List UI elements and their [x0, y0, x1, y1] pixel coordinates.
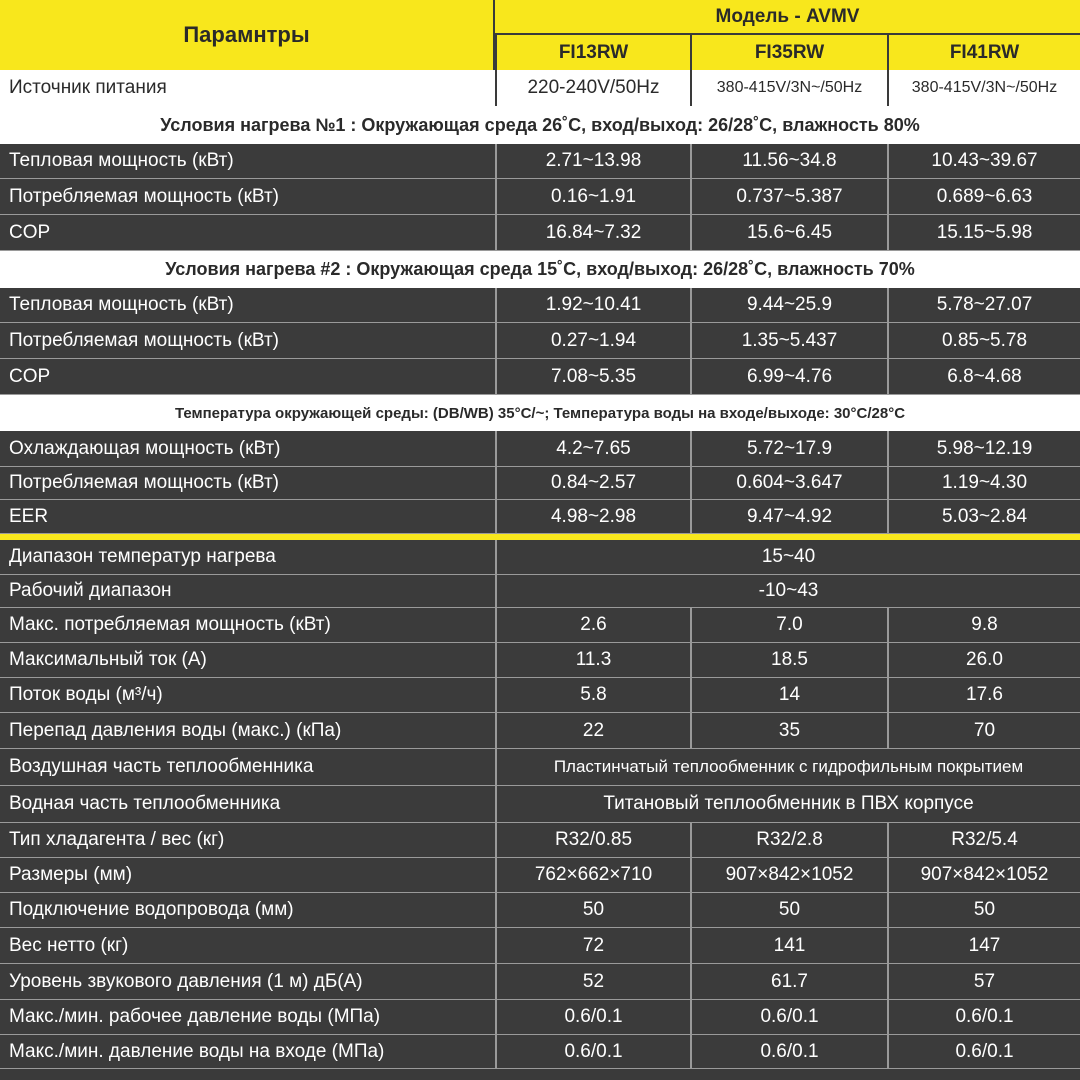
cell-value: 14: [690, 678, 887, 713]
cell-value: -10~43: [495, 575, 1080, 608]
cell-value: 5.03~2.84: [887, 500, 1080, 534]
row-label: Потребляемая мощность (кВт): [0, 467, 495, 500]
cell-value: 0.6/0.1: [690, 1000, 887, 1035]
model-column-fi41rw: FI41RW: [887, 35, 1080, 70]
cell-value: 18.5: [690, 643, 887, 678]
row-label: Потребляемая мощность (кВт): [0, 323, 495, 359]
cell-value: 61.7: [690, 964, 887, 1000]
cell-value: 0.6/0.1: [495, 1000, 690, 1035]
row-label: Макс./мин. рабочее давление воды (МПа): [0, 1000, 495, 1035]
cell-value: 11.56~34.8: [690, 144, 887, 179]
cell-value: 26.0: [887, 643, 1080, 678]
cell-value: 4.2~7.65: [495, 431, 690, 467]
cooling-condition-title: Температура окружающей среды: (DB/WB) 35°C/~; Температура воды на входе/выходе: 30°C/28°C: [0, 395, 1080, 431]
row-label: Максимальный ток (А): [0, 643, 495, 678]
cell-value: 70: [887, 713, 1080, 749]
cell-value: 9.44~25.9: [690, 288, 887, 323]
power-supply-value: 380-415V/3N~/50Hz: [887, 70, 1080, 106]
cell-value: 762×662×710: [495, 858, 690, 893]
row-label: Вес нетто (кг): [0, 928, 495, 964]
cell-value: 50: [495, 893, 690, 928]
row-label: Поток воды (м³/ч): [0, 678, 495, 713]
cell-value: 0.16~1.91: [495, 179, 690, 215]
power-supply-value: 220-240V/50Hz: [495, 70, 690, 106]
cell-value: 0.737~5.387: [690, 179, 887, 215]
cell-value: 6.8~4.68: [887, 359, 1080, 395]
cell-value: 147: [887, 928, 1080, 964]
cell-value: 0.689~6.63: [887, 179, 1080, 215]
cell-value: 15.6~6.45: [690, 215, 887, 251]
cell-value: 50: [690, 893, 887, 928]
row-label: Уровень звукового давления (1 м) дБ(А): [0, 964, 495, 1000]
cell-value: 5.72~17.9: [690, 431, 887, 467]
cell-value: 7.08~5.35: [495, 359, 690, 395]
cell-value: 5.8: [495, 678, 690, 713]
row-label: Тепловая мощность (кВт): [0, 288, 495, 323]
cell-value: 141: [690, 928, 887, 964]
cell-value: 50: [887, 893, 1080, 928]
cell-value: 52: [495, 964, 690, 1000]
cell-value: 5.98~12.19: [887, 431, 1080, 467]
row-label: Размеры (мм): [0, 858, 495, 893]
cell-value: 0.6/0.1: [495, 1035, 690, 1069]
cell-value: 7.0: [690, 608, 887, 643]
row-label: Водная часть теплообменника: [0, 786, 495, 823]
cell-value: 22: [495, 713, 690, 749]
cell-value: 15~40: [495, 540, 1080, 575]
row-label: Рабочий диапазон: [0, 575, 495, 608]
row-label: Подключение водопровода (мм): [0, 893, 495, 928]
row-label: Перепад давления воды (макс.) (кПа): [0, 713, 495, 749]
cell-value: 72: [495, 928, 690, 964]
parameters-header: Парамнтры: [0, 0, 495, 70]
model-column-fi13rw: FI13RW: [495, 35, 690, 70]
model-header: Модель - AVMV: [495, 0, 1080, 35]
model-column-fi35rw: FI35RW: [690, 35, 887, 70]
cell-value: 2.6: [495, 608, 690, 643]
cell-value: 907×842×1052: [690, 858, 887, 893]
power-supply-label: Источник питания: [0, 70, 495, 106]
cell-value: 1.19~4.30: [887, 467, 1080, 500]
cell-value: 0.85~5.78: [887, 323, 1080, 359]
cell-value: 1.92~10.41: [495, 288, 690, 323]
cell-value: 4.98~2.98: [495, 500, 690, 534]
row-label: Потребляемая мощность (кВт): [0, 179, 495, 215]
cell-value: 1.35~5.437: [690, 323, 887, 359]
row-label: COP: [0, 215, 495, 251]
cell-value: 2.71~13.98: [495, 144, 690, 179]
cell-value: 57: [887, 964, 1080, 1000]
row-label: Диапазон температур нагрева: [0, 540, 495, 575]
cell-value: 907×842×1052: [887, 858, 1080, 893]
row-label: Макс. потребляемая мощность (кВт): [0, 608, 495, 643]
row-label: Макс./мин. давление воды на входе (МПа): [0, 1035, 495, 1069]
cell-value: 0.84~2.57: [495, 467, 690, 500]
row-label: Воздушная часть теплообменника: [0, 749, 495, 786]
row-label: COP: [0, 359, 495, 395]
cell-value: 16.84~7.32: [495, 215, 690, 251]
cell-value: R32/5.4: [887, 823, 1080, 858]
cell-value: 10.43~39.67: [887, 144, 1080, 179]
cell-value: 9.47~4.92: [690, 500, 887, 534]
cell-value: 0.27~1.94: [495, 323, 690, 359]
cell-value: 15.15~5.98: [887, 215, 1080, 251]
heating-condition-2-title: Условия нагрева #2 : Окружающая среда 15˚C, вход/выход: 26/28˚C, влажность 70%: [0, 251, 1080, 288]
cell-value: 5.78~27.07: [887, 288, 1080, 323]
cell-value: 0.6/0.1: [690, 1035, 887, 1069]
row-label: Тип хладагента / вес (кг): [0, 823, 495, 858]
cell-value: Титановый теплообменник в ПВХ корпусе: [495, 786, 1080, 823]
cell-value: 0.6/0.1: [887, 1000, 1080, 1035]
cell-value: 9.8: [887, 608, 1080, 643]
heating-condition-1-title: Условия нагрева №1 : Окружающая среда 26˚C, вход/выход: 26/28˚C, влажность 80%: [0, 106, 1080, 144]
cell-value: R32/0.85: [495, 823, 690, 858]
cell-value: 17.6: [887, 678, 1080, 713]
cell-value: 11.3: [495, 643, 690, 678]
row-label: EER: [0, 500, 495, 534]
cell-value: 6.99~4.76: [690, 359, 887, 395]
row-label: Охлаждающая мощность (кВт): [0, 431, 495, 467]
row-label: Тепловая мощность (кВт): [0, 144, 495, 179]
power-supply-value: 380-415V/3N~/50Hz: [690, 70, 887, 106]
cell-value: 0.604~3.647: [690, 467, 887, 500]
cell-value: 0.6/0.1: [887, 1035, 1080, 1069]
cell-value: Пластинчатый теплообменник с гидрофильным покрытием: [495, 749, 1080, 786]
cell-value: R32/2.8: [690, 823, 887, 858]
cell-value: 35: [690, 713, 887, 749]
